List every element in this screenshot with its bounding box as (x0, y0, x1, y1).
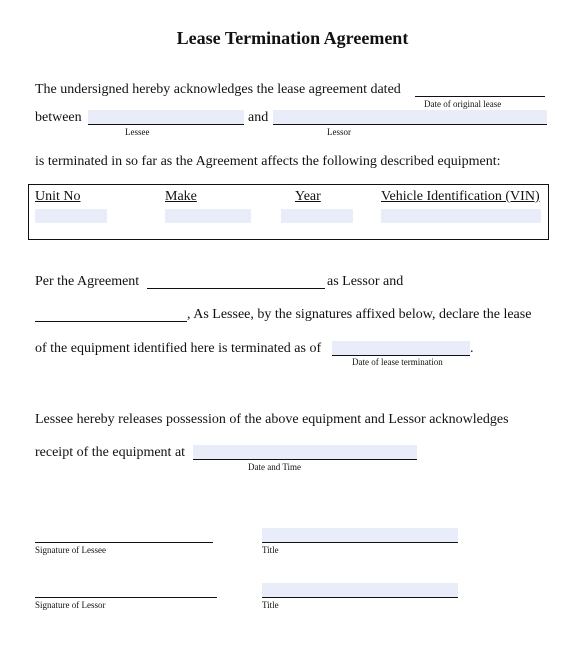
para1-line1: The undersigned hereby acknowledges the lease agreement dated (35, 82, 401, 97)
caption-date-original-lease: Date of original lease (424, 99, 502, 109)
title1-line (262, 542, 458, 543)
make-field[interactable] (165, 209, 251, 223)
title2-field[interactable] (262, 583, 458, 597)
para2-as-lessor: as Lessor and (327, 274, 404, 289)
caption-date-time: Date and Time (248, 462, 301, 472)
equipment-table (28, 184, 549, 240)
receipt-datetime-underline (193, 459, 417, 460)
termination-date-field[interactable] (332, 341, 470, 355)
title1-field[interactable] (262, 528, 458, 542)
agreement-lessee-field[interactable] (35, 321, 187, 322)
year-field[interactable] (281, 209, 353, 223)
lessor-name-field[interactable] (273, 110, 547, 124)
para2-as-lessee: , As Lessee, by the signatures affixed below, declare the lease (187, 307, 532, 322)
caption-termination-date: Date of lease termination (352, 357, 443, 367)
para3-line1: Lessee hereby releases possession of the above equipment and Lessor acknowledges (35, 412, 509, 427)
caption-lessor: Lessor (327, 127, 351, 137)
termination-date-underline (332, 355, 470, 356)
receipt-datetime-field[interactable] (193, 445, 417, 459)
signature-lessee-line[interactable] (35, 542, 213, 543)
title2-label: Title (262, 600, 279, 610)
unit-no-field[interactable] (35, 209, 107, 223)
para1-line3: is terminated in so far as the Agreement affects the following described equipment: (35, 154, 501, 169)
caption-lessee: Lessee (125, 127, 150, 137)
para2-period: . (470, 341, 474, 356)
header-unit-no: Unit No (35, 189, 81, 204)
document-title: Lease Termination Agreement (176, 28, 409, 48)
lessee-name-field[interactable] (88, 110, 244, 124)
agreement-lessor-field[interactable] (147, 288, 325, 289)
signature-lessor-line[interactable] (35, 597, 217, 598)
signature-lessor-label: Signature of Lessor (35, 600, 106, 610)
para1-and: and (248, 110, 269, 125)
title2-line (262, 597, 458, 598)
header-make: Make (165, 189, 197, 204)
header-vin: Vehicle Identification (VIN) (381, 189, 540, 204)
para2-per-agreement: Per the Agreement (35, 274, 140, 289)
signature-lessee-label: Signature of Lessee (35, 545, 106, 555)
date-original-lease-field[interactable] (415, 96, 545, 97)
header-year: Year (295, 189, 321, 204)
lessee-underline (88, 124, 244, 125)
para3-line2: receipt of the equipment at (35, 445, 186, 460)
vin-field[interactable] (381, 209, 541, 223)
para2-terminated: of the equipment identified here is terminated as of (35, 341, 322, 356)
lessor-underline (273, 124, 547, 125)
title1-label: Title (262, 545, 279, 555)
para1-between: between (35, 110, 82, 125)
